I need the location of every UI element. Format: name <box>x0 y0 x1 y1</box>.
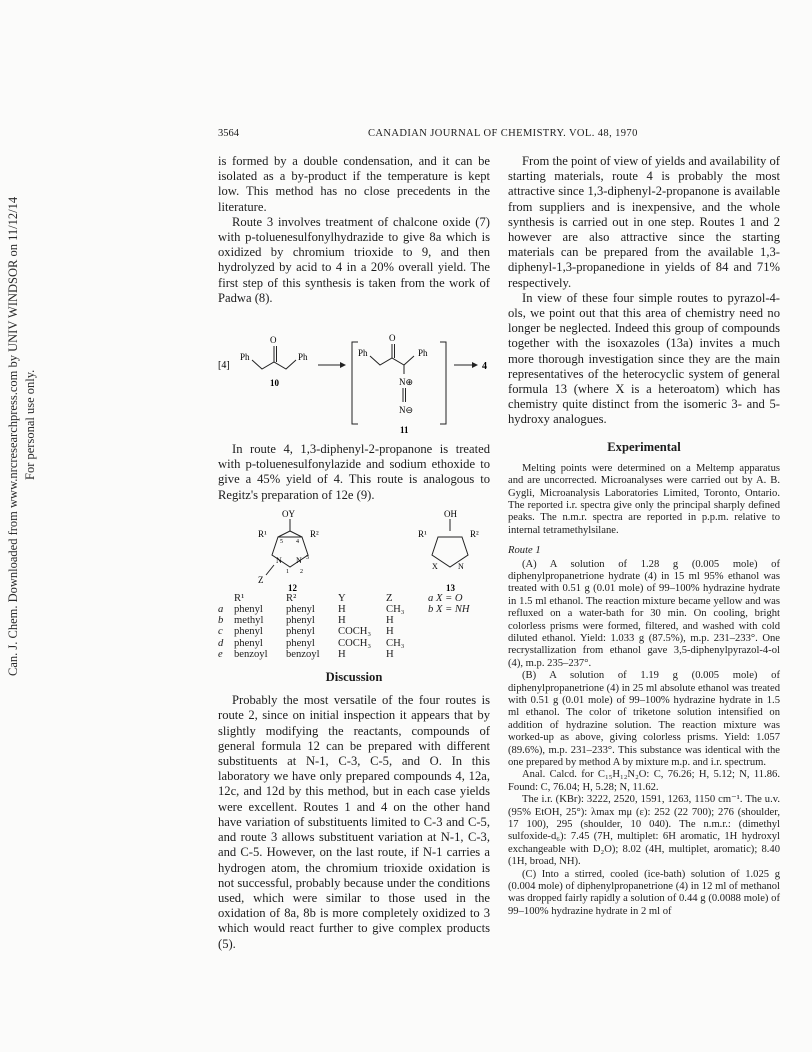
oh-label: OH <box>444 508 457 519</box>
ph-label: Ph <box>358 348 368 359</box>
paragraph: (C) Into a stirred, cooled (ice-bath) solution of 1.025 g (0.004 mole) of diphenylpropanetrione (4) in 12 ml of methanol was dropped fairly rapidly a solution of 0.44 g (0.0088 mole) of 99–100% hydrazine hydrate in 2 ml of <box>508 868 780 917</box>
nitrogen-minus-label: N⊖ <box>399 405 414 416</box>
section-heading-experimental: Experimental <box>607 439 681 454</box>
table-cell: H <box>338 604 346 616</box>
arrow-head-icon <box>340 362 346 368</box>
compound13-b: b X = NH <box>428 604 470 616</box>
compound-number: 13 <box>446 582 455 591</box>
table-cell: CH₃ <box>386 604 405 616</box>
bracket-right <box>440 342 446 424</box>
z-label: Z <box>258 574 264 585</box>
paragraph: (A) A solution of 1.28 g (0.005 mole) of diphenylpropanetrione hydrate (4) in 15 ml 95% ethanol was treated with 0.51 g (0.01 mole) of 99–100% hydrazine hydrate in 1.5 ml ethanol. The reaction mixture became yellow and was refluxed on a water-bath for 30 min. On cooling, bright colorless prisms were formed, filtered, and washed with cold diluted ethanol. Yield: 1.033 g (87.5%), m.p. 231–233°. One recrystallization from ethanol gave 3,5-diphenylpyrazol-4-ol (4), m.p. 235–237°. <box>508 558 780 669</box>
nitrogen-label: N <box>296 555 302 565</box>
substituent-table <box>218 593 490 660</box>
ring-position: 2 <box>300 568 303 575</box>
table-row <box>218 638 424 649</box>
paragraph: is formed by a double condensation, and it can be isolated as a by-product if the temperature is kept low. This method has no close precedents in the literature. <box>218 154 490 214</box>
nitrogen-label: N <box>276 555 282 565</box>
column-header: Y <box>338 592 346 604</box>
table-cell: b <box>218 615 224 627</box>
table-cell: a <box>218 604 224 616</box>
x-label: X <box>432 561 438 571</box>
paragraph: In view of these four simple routes to pyrazol-4-ols, we point out that this area of chemistry need no longer be neglected. Indeed this group of compounds together with the isoxazoles (13a) invites a much more thorough investigation since they are the main representatives of the heterocyclic system of general formula 13 (where X is a heteroatom) which has chemistry quite distinct from the isomeric 3- and 5-hydroxy analogues. <box>508 290 780 427</box>
paragraph: Anal. Calcd. for C₁₅H₁₂N₂O: C, 76.26; H, 5.12; N, 11.86. Found: C, 76.04; H, 5.28; N, 11.62. <box>508 769 780 793</box>
table-row <box>218 626 424 637</box>
nitrogen-plus-label: N⊕ <box>399 377 414 388</box>
oxygen-label: O <box>389 333 396 344</box>
ph-label: Ph <box>418 348 428 359</box>
table-cell: H <box>386 648 394 660</box>
r2-label: R² <box>470 528 479 539</box>
table-cell: methyl <box>234 615 264 627</box>
column-header: R¹ <box>234 592 245 604</box>
paragraph: From the point of view of yields and availability of starting materials, route 4 is probably the most attractive since 1,3-diphenyl-2-propanone is available from suppliers and is inexpensive, and the whole synthesis is carried out in one step. Routes 1 and 2 however are also attractive since the starting materials can be prepared from the available 1,3-diphenyl-1,3-propanedione in yields of 84 and 71% respectively. <box>508 154 780 290</box>
scheme-figure <box>218 312 490 434</box>
ph-label: Ph <box>240 352 250 363</box>
r2-label: R² <box>310 528 319 539</box>
general-structures <box>218 507 490 591</box>
compound-number: 11 <box>400 425 409 435</box>
table-cell: phenyl <box>286 604 315 616</box>
ring-position: 5 <box>280 538 283 545</box>
bond <box>266 565 274 575</box>
left-column <box>218 154 490 952</box>
journal-title: CANADIAN JOURNAL OF CHEMISTRY. VOL. 48, 1970 <box>368 128 638 139</box>
paragraph: Probably the most versatile of the four routes is route 2, since on initial inspection it appears that by slightly modifying the reactants, compounds of general formula 12 can be prepared with different substituents at N-1, C-3, C-5, and O. In this laboratory we have only prepared compounds 4, 12a, 12c, and 12d by this method, but in each case yields were excellent. Routes 1 and 4 on the other hand have variation of substituents limited to C-3 and C-5, and route 3 allows substituent variation at N-1, C-3, and C-5. However, on the last route, if N-1 carries a hydrogen atom, the chromium trioxide oxidation is not successful, probably because under the conditions used, which were similar to those used in the oxidation of 8a, 8b is more completely oxidized to 3 which would react further to give complex products (5). <box>218 693 490 951</box>
table-cell: H <box>338 648 346 660</box>
running-header <box>218 128 778 142</box>
right-column <box>508 154 780 918</box>
paragraph: Melting points were determined on a Meltemp apparatus and are uncorrected. Microanalyses were carried out by A. B. Gygli, Microanalysis Laboratories Limited, Toronto, Ontario. The reported i.r. spectra give only the principal sharply defined peaks. The n.m.r. spectra are reported in p.p.m. relative to internal tetramethylsilane. <box>508 462 780 536</box>
subheading-route1: Route 1 <box>508 545 541 557</box>
structures-figure <box>218 507 490 591</box>
compound-number: 4 <box>482 361 487 373</box>
table-cell: COCH₃ <box>338 637 372 649</box>
bond <box>290 531 302 537</box>
ring-position: 3 <box>306 554 309 561</box>
side-note <box>4 180 40 680</box>
side-note-line1: Can. J. Chem. Downloaded from www.nrcresearchpress.com by UNIV WINDSOR on 11/12/14 <box>6 196 20 676</box>
table-cell: phenyl <box>234 604 263 616</box>
table-cell: phenyl <box>234 637 263 649</box>
oy-label: OY <box>282 508 295 519</box>
side-note-line2: For personal use only. <box>23 369 37 480</box>
table-cell: d <box>218 637 224 649</box>
equation-label: [4] <box>218 360 230 372</box>
reaction-scheme-route4 <box>218 312 490 434</box>
compound-number: 12 <box>288 582 297 591</box>
table-cell: H <box>386 626 394 638</box>
table-cell: phenyl <box>286 615 315 627</box>
table-cell: phenyl <box>234 626 263 638</box>
table-row <box>218 649 424 660</box>
ring-position: 1 <box>286 568 289 575</box>
compound-number: 10 <box>270 378 279 389</box>
column-header: R² <box>286 592 297 604</box>
paragraph: In route 4, 1,3-diphenyl-2-propanone is treated with p-toluenesulfonylazide and sodium ethoxide to give a 45% yield of 4. This route is analogous to Regitz's preparation of 12e (9). <box>218 442 490 502</box>
paragraph: Route 3 involves treatment of chalcone oxide (7) with p-toluenesulfonylhydrazide to give 8a which is oxidized by chromium trioxide to 9, and then hydrolyzed by acid to 4 in a 20% overall yield. The first step of this synthesis is taken from the work of Padwa (8). <box>218 214 490 305</box>
ph-label: Ph <box>298 352 308 363</box>
table-cell: benzoyl <box>234 648 268 660</box>
r1-label: R¹ <box>258 528 267 539</box>
section-heading-discussion: Discussion <box>325 670 383 685</box>
table-cell: phenyl <box>286 637 315 649</box>
column-header: Z <box>386 592 393 604</box>
nitrogen-label: N <box>458 561 464 571</box>
table-cell: c <box>218 626 223 638</box>
table-cell: e <box>218 648 223 660</box>
ring-position: 4 <box>296 538 299 545</box>
paragraph: (B) A solution of 1.19 g (0.005 mole) of diphenylpropanetrione (4) in 25 ml absolute ethanol was treated with 0.51 g (0.01 mole) of 99–100% hydrazine hydrate in 1.5 ml ethanol. The color of triketone solution intensified on addition of hydrazine solution. The reaction mixture was worked-up as above, giving colorless prisms. Yield: 1.057 (89.6%), m.p. 231–233°. This substance was identical with the one prepared by method A by mixture m.p. and i.r. spectrum. <box>508 670 780 768</box>
page-number: 3564 <box>218 128 239 139</box>
arrow-head-icon <box>472 362 478 368</box>
table-cell: H <box>338 615 346 627</box>
compound13-a: a X = O <box>428 592 463 604</box>
table-header-row <box>218 593 424 604</box>
table-cell: H <box>386 615 394 627</box>
paragraph: The i.r. (KBr): 3222, 2520, 1591, 1263, 1150 cm⁻¹. The u.v. (95% EtOH, 25°): λmax mμ (ε): 252 (22 700); 276 (shoulder, 17 100), 295 (shoulder, 10 040). The n.m.r.: (dimethyl sulfoxide-d₆): 7.45 (7H, multiplet: 6H aromatic, 1H hydroxyl exchangeable with D₂O); 8.02 (4H, multiplet, aromatic); 8.40 (1H, broad, NH). <box>508 794 780 868</box>
table-row <box>218 615 424 626</box>
bond <box>278 531 290 537</box>
table-cell: CH₃ <box>386 637 405 649</box>
table-cell: COCH₃ <box>338 626 372 638</box>
table-row <box>218 604 424 615</box>
oxygen-label: O <box>270 335 277 346</box>
r1-label: R¹ <box>418 528 427 539</box>
table-cell: benzoyl <box>286 648 320 660</box>
table-cell: phenyl <box>286 626 315 638</box>
